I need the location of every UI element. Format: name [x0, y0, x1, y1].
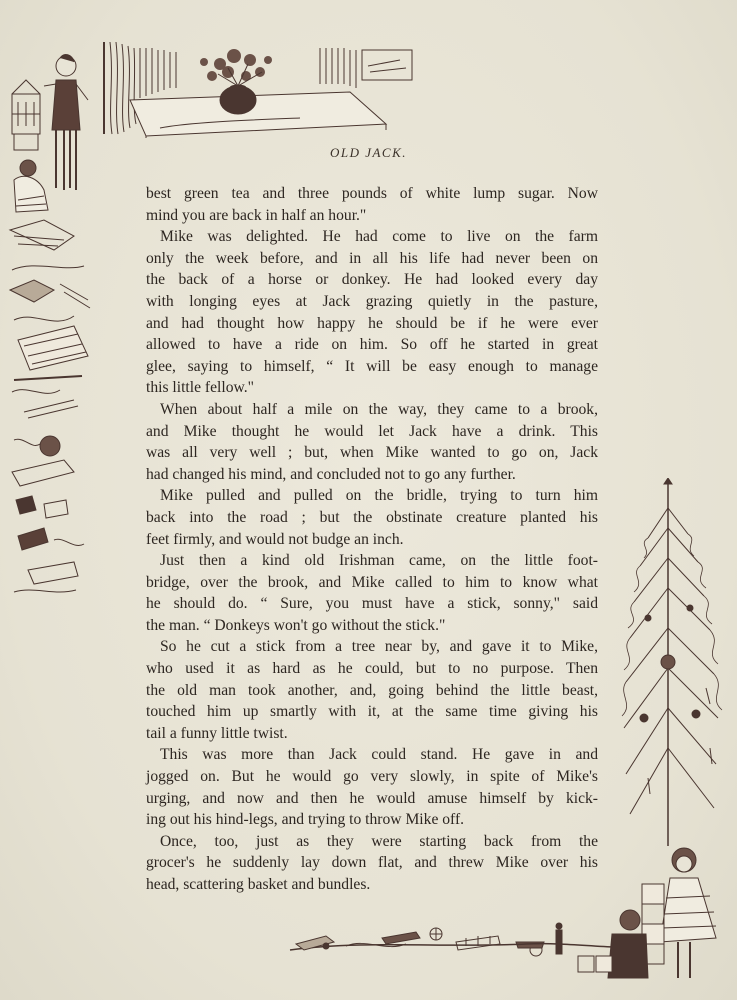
text-line: the old man took another, and, going behind the little beast, [146, 681, 598, 699]
left-border-illustration-boy-toys [4, 40, 100, 600]
text-line: tail a funny little twist. [146, 724, 288, 742]
body-text [146, 183, 598, 896]
text-line: touched him up smartly with it, at the same time giving his [146, 703, 598, 721]
text-line: this little fellow." [146, 379, 254, 397]
text-line: mind you are back in half an hour." [146, 206, 367, 224]
text-line: the back of a horse or donkey. He had looked every day [146, 271, 598, 289]
text-line: So he cut a stick from a tree near by, and gave it to Mike, [160, 638, 598, 656]
text-line: When about half a mile on the way, they came to a brook, [160, 400, 598, 418]
text-line: with longing eyes at Jack grazing quietly in the pasture, [146, 292, 598, 310]
text-line: the man. “ Donkeys won't go without the stick." [146, 616, 446, 634]
header-illustration-table-vase [100, 38, 422, 138]
text-line: was all very well ; but, when Mike wanted to go on, Jack [146, 444, 598, 462]
text-line: allowed to have a ride on him. So off he started in great [146, 336, 598, 354]
text-line: ing out his hind-legs, and trying to throw Mike off. [146, 811, 465, 829]
text-line: only the week before, and in all his life had never been on [146, 249, 598, 267]
text-line: head, scattering basket and bundles. [146, 876, 371, 893]
text-line: he should do. “ Sure, you must have a stick, sonny," said [146, 595, 598, 613]
text-line: Mike was delighted. He had come to live on the farm [160, 228, 598, 246]
text-line: This was more than Jack could stand. He gave in and [160, 746, 598, 764]
text-line: back into the road ; but the obstinate creature planted his [146, 508, 598, 526]
text-line: who used it as hard as he could, but to no purpose. Then [146, 660, 598, 678]
text-line: glee, saying to himself, “ It will be easy enough to manage [146, 357, 598, 375]
text-line: bridge, over the brook, and Mike called to him to know what [146, 573, 598, 591]
text-line: jogged on. But he would go very slowly, in spite of Mike's [146, 768, 598, 786]
text-line: and Mike thought he would let Jack have a drink. This [146, 422, 598, 440]
text-line: urging, and now and then he would amuse himself by kick- [146, 789, 598, 807]
text-line: Just then a kind old Irishman came, on the little foot- [160, 552, 598, 570]
text-line: and had thought how happy he should be if he were ever [146, 314, 598, 332]
text-line: had changed his mind, and concluded not to go any further. [146, 465, 516, 483]
text-line: best green tea and three pounds of white lump sugar. Now [146, 185, 598, 202]
text-line: feet firmly, and would not budge an inch. [146, 530, 404, 548]
right-border-illustration-christmas-tree [618, 478, 728, 848]
text-line: Once, too, just as they were starting back from the [160, 832, 598, 850]
running-head: OLD JACK. [329, 145, 408, 160]
text-line: grocer's he suddenly lay down flat, and threw Mike over his [146, 854, 598, 872]
text-line: Mike pulled and pulled on the bridle, trying to turn him [160, 487, 598, 505]
